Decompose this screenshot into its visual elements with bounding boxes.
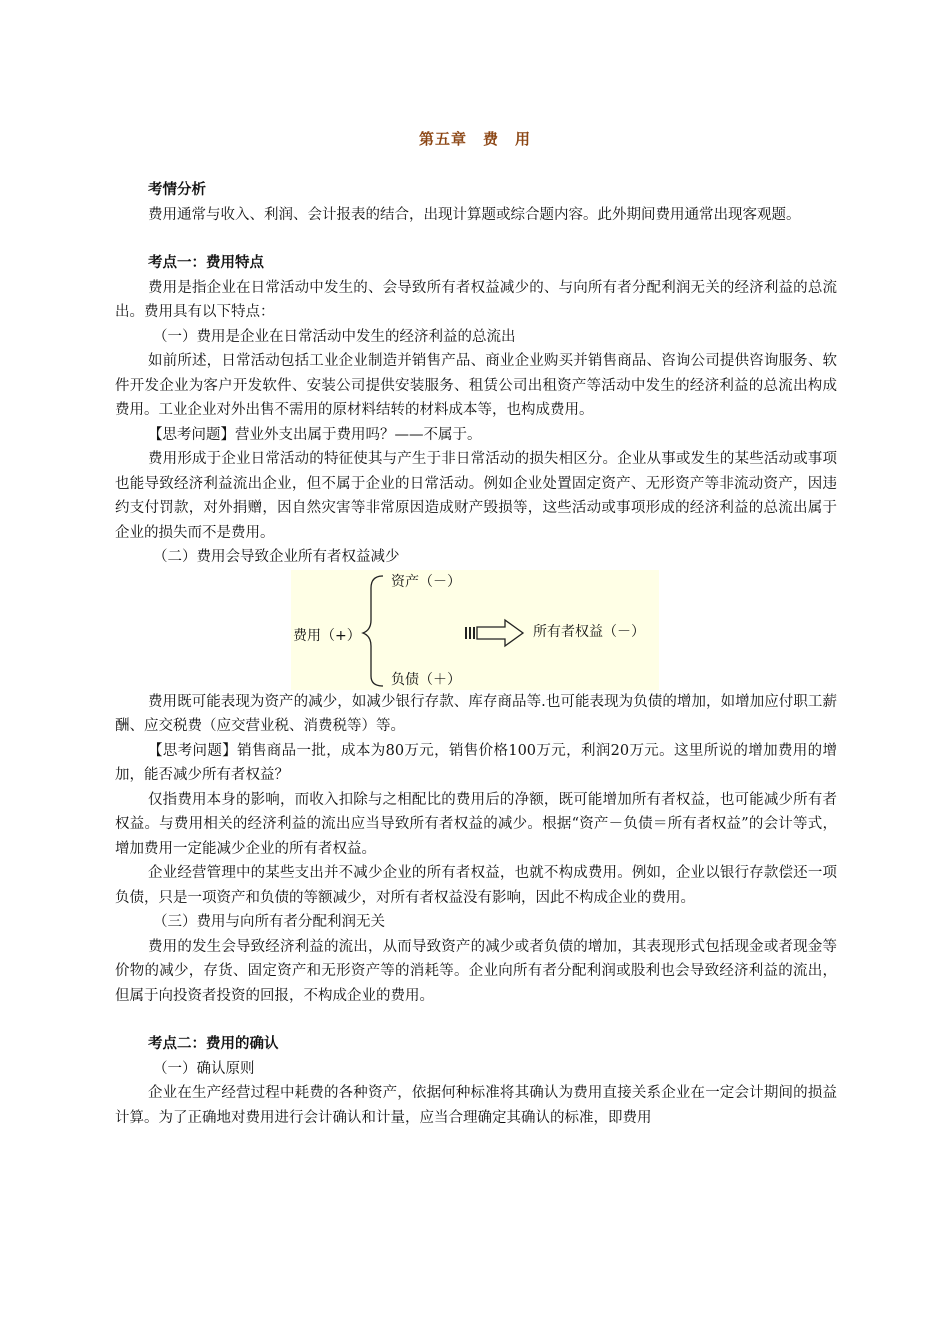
document-body [115, 178, 837, 1130]
paragraph: 费用通常与收入、利润、会计报表的结合，出现计算题或综合题内容。此外期间费用通常出现客观题。 [148, 206, 801, 223]
paragraph: 如前所述，日常活动包括工业企业制造并销售产品、商业企业购买并销售商品、咨询公司提供咨询服务、软件开发企业为客户开发软件、安装公司提供安装服务、租赁公司出租资产等活动中发生的经济利益的总流出构成费用。工业企业对外出售不需用的原材料结转的材料成本等，也构成费用。 [115, 353, 837, 418]
asset-label: 资产（－） [391, 573, 461, 590]
paragraph: 仅指费用本身的影响，而收入扣除与之相配比的费用后的净额，既可能增加所有者权益，也可能减少所有者权益。与费用相关的经济利益的流出应当导致所有者权益的减少。根据“资产－负债＝所有者权益”的会计等式，增加费用一定能减少企业的所有者权益。 [115, 791, 837, 857]
section-heading-analysis: 考情分析 [148, 182, 206, 198]
paragraph: 企业在生产经营过程中耗费的各种资产，依据何种标准将其确认为费用直接关系企业在一定会计期间的损益计算。为了正确地对费用进行会计确认和计量，应当合理确定其确认的标准，即费用 [115, 1085, 837, 1126]
subheading: （三）费用与向所有者分配利润无关 [153, 914, 385, 930]
paragraph: 企业经营管理中的某些支出并不减少企业的所有者权益，也就不构成费用。例如，企业以银行存款偿还一项负债，只是一项资产和负债的等额减少，对所有者权益没有影响，因此不构成企业的费用。 [115, 865, 837, 906]
arrow-icon [465, 620, 523, 646]
subheading: （一）费用是企业在日常活动中发生的经济利益的总流出 [153, 328, 516, 345]
brace-icon [363, 576, 383, 686]
paragraph: 费用的发生会导致经济利益的流出，从而导致资产的减少或者负债的增加，其表现形式包括现金或者现金等价物的减少，存货、固定资产和无形资产等的消耗等。企业向所有者分配利润或股利也会导致经济利益的流出，但属于向投资者投资的回报，不构成企业的费用。 [115, 938, 837, 1004]
liability-label: 负债（＋） [391, 671, 461, 688]
paragraph: 费用是指企业在日常活动中发生的、会导致所有者权益减少的、与向所有者分配利润无关的经济利益的总流出。费用具有以下特点： [115, 279, 837, 320]
expense-label: 费用（+） [293, 627, 361, 644]
paragraph: 费用形成于企业日常活动的特征使其与产生于非日常活动的损失相区分。企业从事或发生的某些活动或事项也能导致经济利益流出企业，但不属于企业的日常活动。例如企业处置固定资产、无形资产等非流动资产，因违约支付罚款，对外捐赠，因自然灾害等非常原因造成财产毁损等，这些活动或事项形成的经济利益的总流出属于企业的损失而不是费用。 [115, 451, 837, 541]
question-paragraph: 【思考问题】销售商品一批，成本为80万元，销售价格100万元，利润20万元。这里所说的增加费用的增加，能否减少所有者权益？ [115, 742, 837, 783]
equity-label: 所有者权益（－） [533, 623, 645, 640]
expense-equity-diagram [291, 570, 659, 690]
chapter-title: 第五章 费 用 [418, 130, 531, 148]
subheading: （一）确认原则 [153, 1060, 255, 1077]
section-heading-point2: 考点二：费用的确认 [148, 1036, 279, 1052]
paragraph: 费用既可能表现为资产的减少，如减少银行存款、库存商品等.也可能表现为负债的增加，如增加应付职工薪酬、应交税费（应交营业税、消费税等）等。 [115, 693, 837, 734]
question-paragraph: 【思考问题】营业外支出属于费用吗？——不属于。 [148, 426, 482, 443]
section-heading-point1: 考点一：费用特点 [148, 255, 264, 271]
subheading: （二）费用会导致企业所有者权益减少 [153, 549, 400, 565]
